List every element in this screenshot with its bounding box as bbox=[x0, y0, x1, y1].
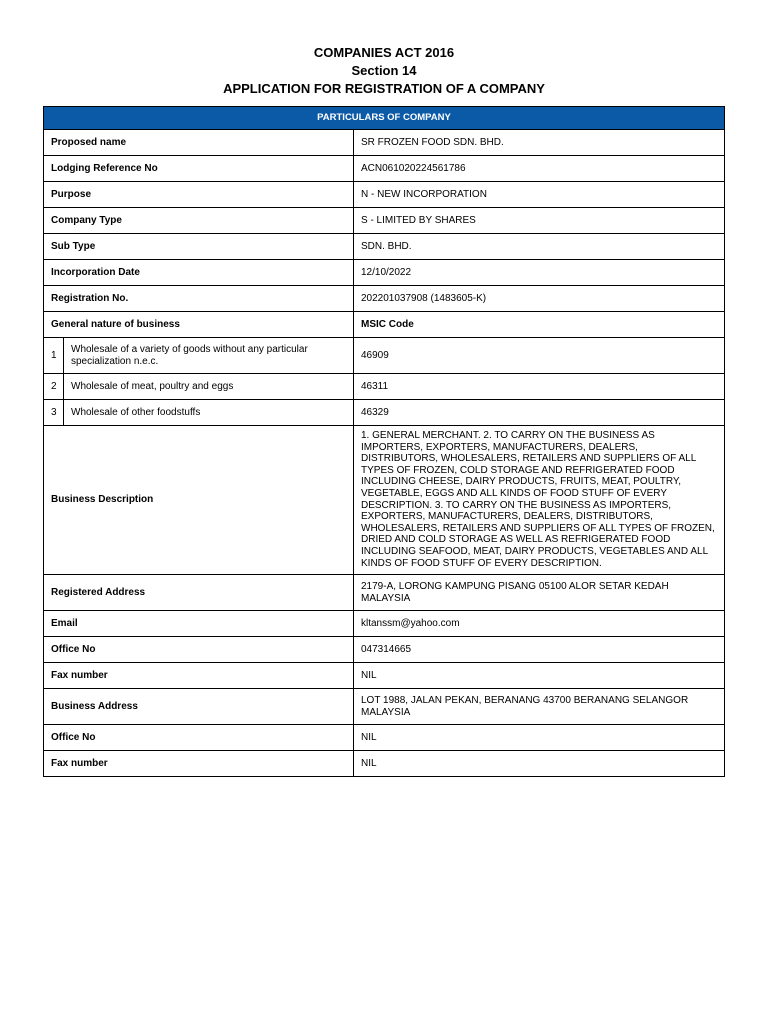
section-banner-title: PARTICULARS OF COMPANY bbox=[44, 107, 725, 130]
field-value: 202201037908 (1483605-K) bbox=[354, 286, 725, 312]
table-row-registration-no bbox=[44, 286, 725, 312]
table-row-business-item-2 bbox=[44, 374, 725, 400]
email-value: kltanssm@yahoo.com bbox=[354, 611, 725, 637]
office-no-label: Office No bbox=[44, 637, 354, 663]
business-fax-number-value: NIL bbox=[354, 751, 725, 777]
field-label: Purpose bbox=[44, 182, 354, 208]
field-label: Incorporation Date bbox=[44, 260, 354, 286]
business-address-value: LOT 1988, JALAN PEKAN, BERANANG 43700 BERANANG SELANGOR MALAYSIA bbox=[354, 689, 725, 725]
document-header bbox=[0, 44, 768, 98]
business-office-no-value: NIL bbox=[354, 725, 725, 751]
table-row-proposed-name bbox=[44, 130, 725, 156]
msic-code-header: MSIC Code bbox=[354, 312, 725, 338]
office-no-value: 047314665 bbox=[354, 637, 725, 663]
table-row-business-nature-header bbox=[44, 312, 725, 338]
field-value: SR FROZEN FOOD SDN. BHD. bbox=[354, 130, 725, 156]
fax-number-value: NIL bbox=[354, 663, 725, 689]
table-row-registered-address bbox=[44, 575, 725, 611]
table-row-business-description bbox=[44, 426, 725, 575]
business-office-no-label: Office No bbox=[44, 725, 354, 751]
business-address-label: Business Address bbox=[44, 689, 354, 725]
field-value: S - LIMITED BY SHARES bbox=[354, 208, 725, 234]
item-number: 3 bbox=[44, 400, 64, 426]
email-label: Email bbox=[44, 611, 354, 637]
table-row-business-office-no bbox=[44, 725, 725, 751]
table-row-sub-type bbox=[44, 234, 725, 260]
item-msic-code: 46329 bbox=[354, 400, 725, 426]
field-label: Registration No. bbox=[44, 286, 354, 312]
item-number: 2 bbox=[44, 374, 64, 400]
table-row-business-fax-number bbox=[44, 751, 725, 777]
table-row-fax-number bbox=[44, 663, 725, 689]
table-row-office-no bbox=[44, 637, 725, 663]
field-label: Company Type bbox=[44, 208, 354, 234]
field-value: N - NEW INCORPORATION bbox=[354, 182, 725, 208]
table-row-business-item-3 bbox=[44, 400, 725, 426]
business-description-value: 1. GENERAL MERCHANT. 2. TO CARRY ON THE BUSINESS AS IMPORTERS, EXPORTERS, MANUFACTURERS, DEALERS, DISTRIBUTORS, WHOLESALERS, RETAILERS AND SUPPLIERS OF ALL TYPES OF FROZEN, COLD STORAGE AND REFRIGERATED FOOD INCLUDING CHEESE, DAIRY PRODUCTS, FRUITS, MEAT, POULTRY, VEGETABLE, EGGS AND ALL KINDS OF FOOD STUFF OF EVERY DESCRIPTION. 3. TO CARRY ON THE BUSINESS AS IMPORTERS, EXPORTERS, MANUFACTURERS, DEALERS, DISTRIBUTORS, WHOLESALERS, RETAILERS AND SUPPLIERS OF ALL TYPES OF FROZEN, DRIED AND COLD STORAGE AS WELL AS REFRIGERATED FOOD INCLUDING SEAFOOD, MEAT, DAIRY PRODUCTS, VEGETABLES AND ALL KINDS OF FOOD STUFF OF EVERY DESCRIPTION. bbox=[354, 426, 725, 575]
item-description: Wholesale of a variety of goods without any particular specialization n.e.c. bbox=[64, 338, 354, 374]
business-description-label: Business Description bbox=[44, 426, 354, 575]
item-description: Wholesale of other foodstuffs bbox=[64, 400, 354, 426]
field-label: Proposed name bbox=[44, 130, 354, 156]
field-value: SDN. BHD. bbox=[354, 234, 725, 260]
registered-address-label: Registered Address bbox=[44, 575, 354, 611]
field-label: Lodging Reference No bbox=[44, 156, 354, 182]
registered-address-value: 2179-A, LORONG KAMPUNG PISANG 05100 ALOR SETAR KEDAH MALAYSIA bbox=[354, 575, 725, 611]
table-row-purpose bbox=[44, 182, 725, 208]
business-fax-number-label: Fax number bbox=[44, 751, 354, 777]
application-title: APPLICATION FOR REGISTRATION OF A COMPANY bbox=[223, 81, 545, 96]
act-title: COMPANIES ACT 2016 bbox=[313, 45, 455, 60]
table-row-business-item-1 bbox=[44, 338, 725, 374]
table-row-email bbox=[44, 611, 725, 637]
table-row-lodging-ref bbox=[44, 156, 725, 182]
section-banner bbox=[44, 107, 725, 130]
fax-number-label: Fax number bbox=[44, 663, 354, 689]
field-value: 12/10/2022 bbox=[354, 260, 725, 286]
section-title: Section 14 bbox=[351, 63, 417, 78]
field-value: ACN061020224561786 bbox=[354, 156, 725, 182]
field-label: Sub Type bbox=[44, 234, 354, 260]
item-description: Wholesale of meat, poultry and eggs bbox=[64, 374, 354, 400]
table-row-company-type bbox=[44, 208, 725, 234]
item-msic-code: 46311 bbox=[354, 374, 725, 400]
item-msic-code: 46909 bbox=[354, 338, 725, 374]
particulars-table bbox=[43, 106, 725, 777]
business-nature-label: General nature of business bbox=[44, 312, 354, 338]
item-number: 1 bbox=[44, 338, 64, 374]
table-row-business-address bbox=[44, 689, 725, 725]
table-row-incorporation-date bbox=[44, 260, 725, 286]
